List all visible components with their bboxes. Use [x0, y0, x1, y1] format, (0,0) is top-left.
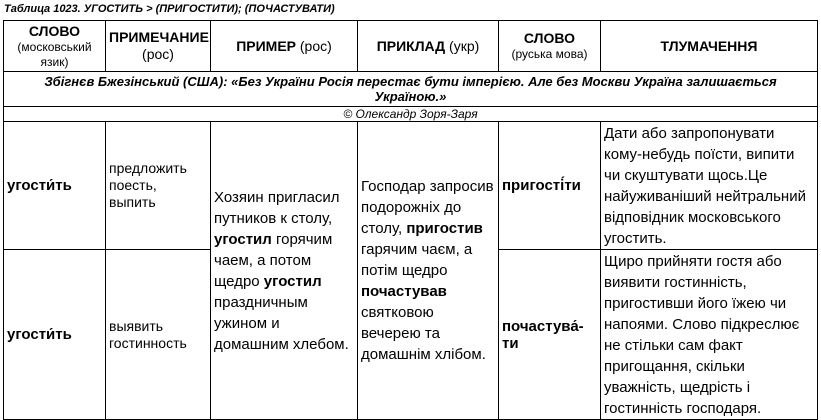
- table-row: [4, 122, 818, 250]
- header-primer: ПРИМЕР (рос): [211, 21, 358, 72]
- word-cell: угости́ть: [4, 250, 106, 420]
- note-cell: предложить поесть, выпить: [106, 122, 211, 250]
- example-ru-cell: Хозяин пригласил путников к столу, угостил горячим чаем, а потом щедро угостил праздничным ужином и домашним хлебом.: [211, 122, 358, 420]
- note-cell: выявить гостинность: [106, 250, 211, 420]
- quote-row: [4, 72, 818, 107]
- copyright-row: [4, 107, 818, 122]
- example-uk-cell: Господар запросив подорожніх до столу, пригостив гарячим чаєм, а потім щедро почастував святковою вечерею та домашнім хлібом.: [358, 122, 499, 420]
- header-tlumachennia: ТЛУМАЧЕННЯ: [601, 21, 818, 72]
- header-slovo-ru: СЛОВО (руська мова): [499, 21, 601, 72]
- header-pryklad: ПРИКЛАД (укр): [358, 21, 499, 72]
- quote-text: Збігнєв Бжезінський (США): «Без України Росія перестає бути імперією. Але без Москви Україна залишається Україною.»: [4, 72, 818, 107]
- header-primechanie: ПРИМЕЧАНИЕ (рос): [106, 21, 211, 72]
- word-cell: угости́ть: [4, 122, 106, 250]
- explanation-cell: Дати або запропонувати кому-небудь поїсти, випити чи скуштувати щось.Це найуживаніший нейтральний відповідник московського угостить.: [601, 122, 818, 250]
- header-row: [4, 21, 818, 72]
- word-ru-cell: почастува́-ти: [499, 250, 601, 420]
- translation-table: [3, 20, 818, 420]
- explanation-cell: Щиро прийняти гостя або виявити гостинність, пригостивши його їжею чи напоями. Слово підкреслює не стільки сам факт пригощання, скільки уважність, щедрість і гостинність господаря.: [601, 250, 818, 420]
- word-ru-cell: пригості́ти: [499, 122, 601, 250]
- table-title: Таблица 1023. УГОСТИТЬ > (ПРИГОСТИТИ); (ПОЧАСТУВАТИ): [4, 3, 335, 15]
- copyright-text: © Олександр Зоря-Заря: [4, 107, 818, 122]
- header-slovo: СЛОВО (московський язик): [4, 21, 106, 72]
